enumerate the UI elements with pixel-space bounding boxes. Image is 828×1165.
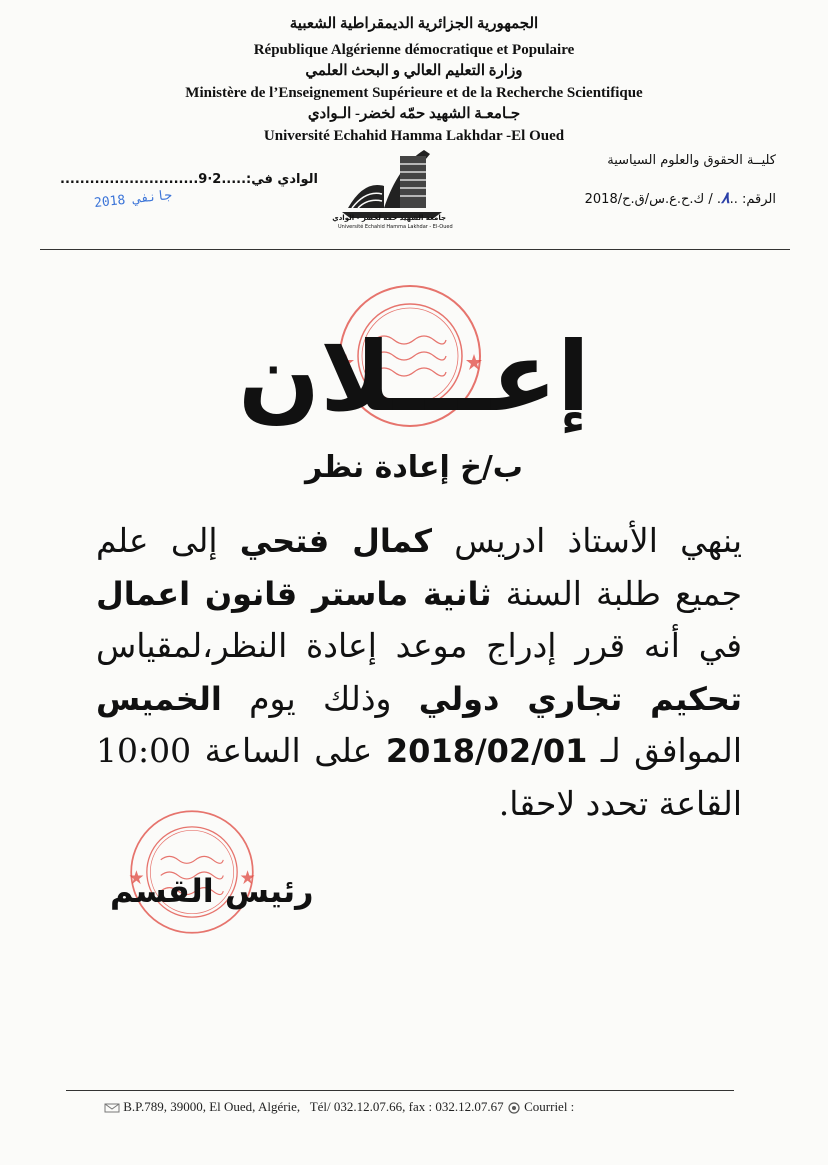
header-ar-university: جـامعـة الشهيد حمّه لخضر- الـوادي bbox=[307, 106, 521, 122]
email-icon bbox=[507, 1102, 521, 1114]
reference-number bbox=[585, 188, 776, 207]
body-course-name: تحكيم تجاري دولي bbox=[418, 679, 742, 718]
body-segment: إلى علم جميع طلبة السنة bbox=[96, 521, 742, 613]
body-day: الخميس bbox=[96, 679, 222, 718]
body-student-group: ثانية ماستر قانون اعمال bbox=[96, 574, 492, 613]
footer-contact bbox=[104, 1099, 574, 1115]
header-divider bbox=[40, 249, 790, 250]
logo-caption-ar: جامعة الشهيد حمه لخضر - الوادي bbox=[332, 214, 446, 222]
announcement-headline: إعـــلان bbox=[238, 321, 590, 433]
header-fr-republic: République Algérienne démocratique et Populaire bbox=[253, 42, 575, 58]
signature-title: رئيس القسم bbox=[110, 872, 314, 910]
header-fr-ministry: Ministère de l’Enseignement Supérieure et de la Recherche Scientifique bbox=[185, 85, 643, 101]
announcement-subject: ب/خ إعادة نظر bbox=[305, 450, 523, 485]
header-ar-ministry: وزارة التعليم العالي و البحث العلمي bbox=[305, 63, 523, 79]
announcement-body bbox=[96, 515, 742, 830]
body-professor-name: كمال فتحي bbox=[239, 522, 432, 560]
body-date: 2018/02/01 bbox=[385, 732, 588, 770]
reference-handwritten: ٨ bbox=[721, 188, 730, 207]
body-segment: على الساعة 10:00 القاعة تحدد لاحقا. bbox=[96, 731, 742, 823]
footer-phone-fax: Tél/ 032.12.07.66, fax : 032.12.07.67 bbox=[309, 1099, 504, 1114]
body-segment: في أنه قرر إدراج موعد إعادة النظر،لمقياس bbox=[96, 626, 742, 665]
reference-label: الرقم: .. bbox=[729, 192, 776, 207]
university-logo-icon bbox=[332, 146, 453, 236]
body-segment: الموافق لـ bbox=[587, 731, 742, 770]
logo-caption-fr: Université Echahid Hamma Lakhdar - El-Oued bbox=[338, 224, 453, 230]
reference-suffix: . / ك.ح.ع.س/ق.ح/2018 bbox=[584, 192, 722, 207]
faculty-name: كليــة الحقوق والعلوم السياسية bbox=[607, 153, 776, 168]
footer-divider bbox=[66, 1090, 734, 1091]
date-stamp: 2018 جانفي bbox=[93, 187, 173, 212]
footer-address: B.P.789, 39000, El Oued, Algérie, bbox=[123, 1099, 301, 1114]
body-segment: ينهي الأستاذ ادريس bbox=[432, 521, 742, 560]
body-segment: وذلك يوم bbox=[221, 678, 419, 718]
header-fr-university: Université Echahid Hamma Lakhdar -El Oued bbox=[263, 128, 565, 144]
place-date: الوادي في:.....2·9............................ bbox=[60, 172, 318, 187]
mailbox-icon bbox=[104, 1103, 120, 1113]
footer-email-label: Courriel : bbox=[524, 1099, 575, 1114]
header-ar-republic: الجمهورية الجزائرية الديمقراطية الشعبية bbox=[289, 16, 539, 32]
